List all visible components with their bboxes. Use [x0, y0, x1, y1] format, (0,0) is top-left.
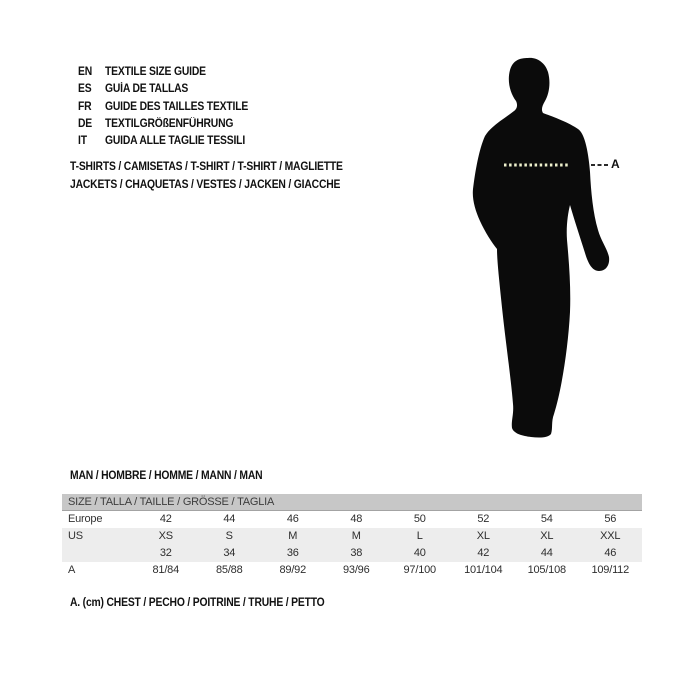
row-label: Europe: [68, 513, 103, 525]
size-cell: 89/92: [279, 564, 307, 576]
man-silhouette: [473, 58, 609, 438]
size-cell: 44: [223, 513, 236, 525]
size-cell: 42: [477, 547, 490, 559]
size-cell: XL: [540, 530, 554, 542]
size-table: [62, 494, 642, 579]
language-row: [78, 99, 248, 116]
size-cell: 46: [286, 513, 299, 525]
language-label: GUÍA DE TALLAS: [105, 83, 189, 96]
size-table-body: [62, 511, 642, 579]
chest-measure-label: A: [611, 157, 620, 171]
language-row: [78, 81, 248, 98]
section-heading-man: MAN / HOMBRE / HOMME / MANN / MAN: [70, 470, 263, 482]
size-cell: 54: [540, 513, 553, 525]
size-cell: 109/112: [591, 564, 630, 576]
size-cell: 105/108: [527, 564, 566, 576]
garment-line-jackets: JACKETS / CHAQUETAS / VESTES / JACKEN / GIACCHE: [70, 178, 341, 191]
language-label: TEXTILE SIZE GUIDE: [105, 66, 206, 78]
size-cell: 50: [413, 513, 426, 525]
size-cell: 48: [350, 513, 363, 525]
language-list: [78, 64, 267, 150]
language-row: [78, 116, 248, 133]
garment-line-tshirts: T-SHIRTS / CAMISETAS / T-SHIRT / T-SHIRT / MAGLIETTE: [70, 161, 343, 173]
size-cell: 42: [159, 513, 172, 525]
man-figure: [450, 50, 630, 445]
size-cell: 34: [223, 547, 236, 559]
garment-type-block: [70, 159, 373, 194]
size-cell: 56: [604, 513, 617, 525]
size-cell: 97/100: [403, 564, 436, 576]
size-cell: 81/84: [152, 564, 180, 576]
language-row: [78, 133, 248, 150]
language-label: TEXTILGRÖßENFÜHRUNG: [105, 117, 234, 130]
size-cell: XL: [476, 530, 490, 542]
table-row: [62, 528, 642, 545]
size-cell: S: [225, 530, 233, 542]
size-cell: 85/88: [215, 564, 243, 576]
size-cell: 38: [350, 547, 363, 559]
size-cell: L: [416, 530, 423, 542]
language-code: EN: [78, 66, 93, 78]
language-row: [78, 64, 248, 81]
size-cell: 93/96: [342, 564, 370, 576]
size-cell: 52: [477, 513, 490, 525]
size-table-header: SIZE / TALLA / TAILLE / GRÖSSE / TAGLIA: [62, 494, 642, 511]
size-cell: M: [351, 530, 361, 542]
table-row: [62, 562, 642, 579]
row-label: [62, 545, 134, 562]
language-code: DE: [78, 117, 93, 130]
size-cell: 32: [159, 547, 172, 559]
size-cell: 46: [604, 547, 617, 559]
size-cell: 36: [286, 547, 299, 559]
size-cell: 40: [413, 547, 426, 559]
language-code: FR: [78, 100, 92, 113]
size-cell: 101/104: [464, 564, 503, 576]
size-cell: XS: [158, 530, 173, 542]
table-row: [62, 511, 642, 528]
table-row: [62, 545, 642, 562]
row-label: A: [68, 564, 76, 576]
language-label: GUIDE DES TAILLES TEXTILE: [105, 100, 249, 113]
row-label: US: [68, 530, 83, 542]
language-code: ES: [78, 83, 92, 96]
language-code: IT: [78, 135, 87, 148]
language-label: GUIDA ALLE TAGLIE TESSILI: [105, 135, 246, 148]
size-cell: 44: [540, 547, 553, 559]
measurement-legend: A. (cm) CHEST / PECHO / POITRINE / TRUHE / PETTO: [70, 597, 325, 609]
man-silhouette-svg: [450, 50, 630, 445]
size-cell: XXL: [600, 530, 621, 542]
size-cell: M: [288, 530, 298, 542]
